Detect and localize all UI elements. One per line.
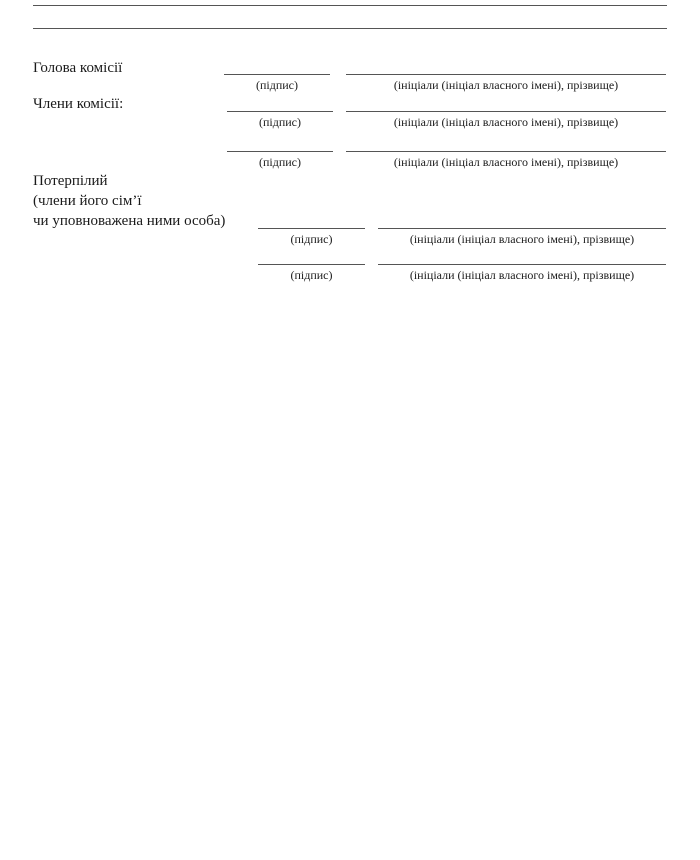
- victim-label-line1: Потерпілий: [33, 173, 108, 189]
- member1-name-caption: (ініціали (ініціал власного імені), прізвище): [393, 115, 619, 129]
- victim2-signature-line[interactable]: [258, 264, 365, 265]
- chairman-label: Голова комісії: [33, 60, 123, 76]
- member1-name-line[interactable]: [346, 111, 666, 112]
- member2-name-caption: (ініціали (ініціал власного імені), прізвище): [393, 155, 619, 169]
- member2-signature-line[interactable]: [227, 151, 333, 152]
- victim-label-line2: (члени його сім’ї: [33, 193, 142, 209]
- blank-fill-line-1: [33, 5, 667, 6]
- chairman-signature-caption: (підпис): [255, 78, 299, 92]
- victim1-name-caption: (ініціали (ініціал власного імені), прізвище): [409, 232, 635, 246]
- blank-fill-line-2: [33, 28, 667, 29]
- member2-name-line[interactable]: [346, 151, 666, 152]
- victim-label-line3: чи уповноважена ними особа): [33, 213, 226, 229]
- members-label: Члени комісії:: [33, 96, 124, 112]
- victim1-name-line[interactable]: [378, 228, 666, 229]
- victim2-name-line[interactable]: [378, 264, 666, 265]
- victim2-name-caption: (ініціали (ініціал власного імені), прізвище): [409, 268, 635, 282]
- victim1-signature-caption: (підпис): [290, 232, 333, 246]
- victim2-signature-caption: (підпис): [290, 268, 333, 282]
- chairman-signature-line[interactable]: [224, 74, 330, 75]
- member1-signature-caption: (підпис): [258, 115, 302, 129]
- chairman-name-line[interactable]: [346, 74, 666, 75]
- victim1-signature-line[interactable]: [258, 228, 365, 229]
- chairman-name-caption: (ініціали (ініціал власного імені), прізвище): [393, 78, 619, 92]
- member1-signature-line[interactable]: [227, 111, 333, 112]
- member2-signature-caption: (підпис): [258, 155, 302, 169]
